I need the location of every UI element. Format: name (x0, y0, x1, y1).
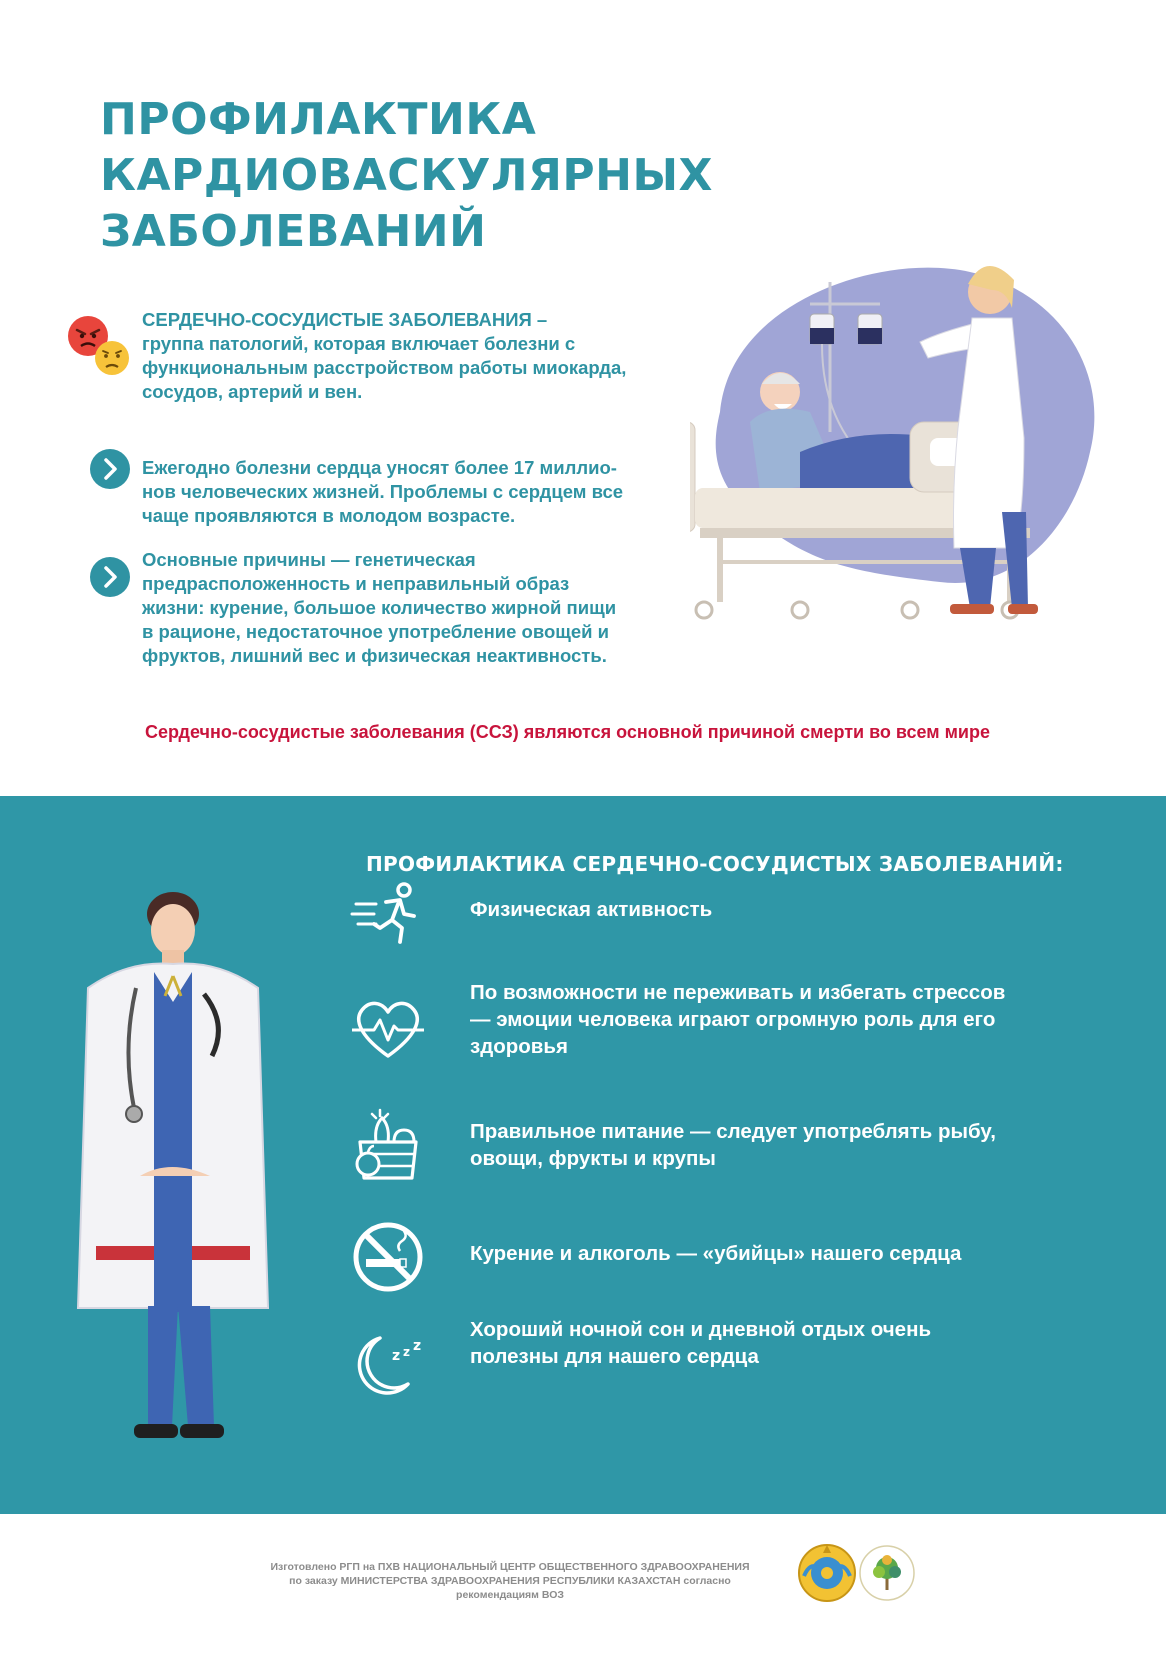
svg-text:z: z (403, 1345, 410, 1359)
tip-line: полезны для нашего сердца (470, 1345, 759, 1368)
tip-line: Правильное питание — следует употреблять рыбу, (470, 1120, 996, 1143)
credit-line: рекомендациям ВОЗ (456, 1589, 564, 1601)
bullet-line: жизни: курение, большое количество жирной пищи (142, 597, 617, 618)
no-smoking-icon (350, 1219, 426, 1295)
public-health-center-logo-icon (856, 1542, 918, 1604)
fact-bullet (142, 456, 662, 528)
tip-line: — эмоции человека играют огромную роль для его (470, 1008, 996, 1031)
prevention-panel (0, 796, 1166, 1514)
tip-line: Курение и алкоголь — «убийцы» нашего сердца (470, 1242, 962, 1265)
tip-line: овощи, фрукты и крупы (470, 1147, 716, 1170)
bullet-line: чаще проявляются в молодом возрасте. (142, 505, 516, 526)
title-line: КАРДИОВАСКУЛЯРНЫХ (100, 150, 713, 201)
cvd-definition (142, 308, 682, 404)
tip-line: По возможности не переживать и избегать стрессов (470, 981, 1006, 1004)
chevron-right-icon (90, 557, 130, 597)
moon-sleep-icon (350, 1328, 426, 1404)
bullet-line: предрасположенность и неправильный образ (142, 573, 570, 594)
bullet-line: Ежегодно болезни сердца уносят более 17 миллио- (142, 457, 617, 478)
footer (0, 1514, 1166, 1654)
tip-sleep (470, 1316, 1090, 1370)
definition-line: сосудов, артерий и вен. (142, 381, 363, 402)
definition-term: СЕРДЕЧНО-СОСУДИСТЫЕ ЗАБОЛЕВАНИЯ – (142, 309, 548, 330)
title-line: ПРОФИЛАКТИКА (100, 94, 537, 145)
definition-line: функциональным расстройством работы миокарда, (142, 357, 627, 378)
doctor-illustration (58, 876, 288, 1456)
tip-smoking-alcohol (470, 1240, 1090, 1267)
page-title (100, 92, 780, 260)
svg-text:z: z (392, 1348, 401, 1364)
running-person-icon (350, 874, 426, 950)
title-line: ЗАБОЛЕВАНИЙ (100, 206, 487, 257)
sad-faces-icon (66, 314, 132, 380)
kazakhstan-emblem-icon (796, 1542, 858, 1604)
definition-line: группа патологий, которая включает болезни с (142, 333, 576, 354)
bullet-line: Основные причины — генетическая (142, 549, 476, 570)
hospital-bed-illustration (690, 262, 1110, 662)
credit-line: Изготовлено РГП на ПХВ НАЦИОНАЛЬНЫЙ ЦЕНТР ОБЩЕСТВЕННОГО ЗДРАВООХРАНЕНИЯ (270, 1561, 750, 1573)
credit-line: по заказу МИНИСТЕРСТВА ЗДРАВООХРАНЕНИЯ РЕСПУБЛИКИ КАЗАХСТАН согласно (289, 1575, 731, 1587)
production-credit (240, 1560, 780, 1602)
tip-physical-activity (470, 896, 1090, 923)
bullet-line: фруктов, лишний вес и физическая неактивность. (142, 645, 607, 666)
food-basket-icon (350, 1106, 426, 1182)
tip-nutrition (470, 1118, 1090, 1172)
prevention-title: ПРОФИЛАКТИКА СЕРДЕЧНО-СОСУДИСТЫХ ЗАБОЛЕВАНИЙ: (366, 852, 1064, 876)
tip-line: Хороший ночной сон и дневной отдых очень (470, 1318, 932, 1341)
causes-bullet (142, 548, 662, 668)
chevron-right-icon (90, 449, 130, 489)
heart-pulse-icon (350, 990, 426, 1066)
svg-text:z: z (413, 1338, 422, 1354)
mortality-warning: Сердечно-сосудистые заболевания (ССЗ) являются основной причиной смерти во всем мире (145, 722, 991, 742)
bullet-line: в рационе, недостаточное употребление овощей и (142, 621, 610, 642)
tip-avoid-stress (470, 979, 1090, 1060)
tip-line: Физическая активность (470, 898, 713, 921)
tip-line: здоровья (470, 1035, 568, 1058)
bullet-line: нов человеческих жизней. Проблемы с сердцем все (142, 481, 624, 502)
